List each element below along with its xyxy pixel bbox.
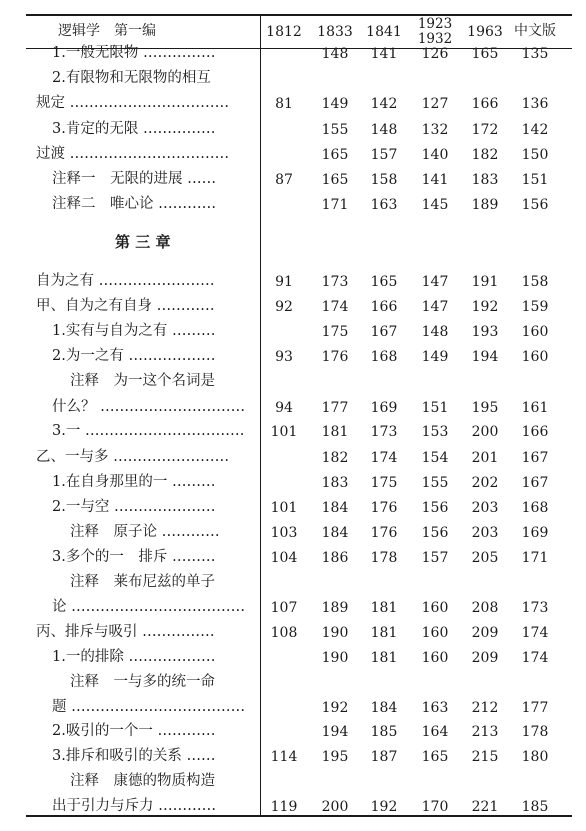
page-number-cell: 189: [471, 197, 499, 213]
page-number-cell: 91: [275, 274, 293, 290]
page-number-cell: 148: [421, 324, 449, 340]
page-number-cell: 159: [521, 299, 549, 315]
page-number-cell: 142: [521, 122, 549, 138]
page-number-cell: 168: [521, 500, 549, 516]
chapter-heading: 第 三 章: [115, 233, 171, 251]
page-number-cell: 145: [421, 197, 449, 213]
page-number-cell: 195: [321, 749, 349, 765]
page-number-cell: 93: [275, 349, 293, 365]
year-1833-header: 1833: [317, 24, 353, 40]
page-number-cell: 94: [275, 400, 293, 416]
page-number-cell: 166: [521, 424, 549, 440]
page-number-cell: 163: [421, 700, 449, 716]
year-1812-header: 1812: [266, 24, 302, 40]
page-number-cell: 178: [521, 724, 549, 740]
page-number-cell: 187: [370, 749, 398, 765]
page-number-cell: 161: [521, 400, 549, 416]
entry-label: 1.一般无限物 ……………: [52, 45, 216, 61]
entry-label: 注释 康德的物质构造: [70, 773, 215, 789]
page-number-cell: 165: [321, 147, 349, 163]
entry-label: 注释 莱布尼兹的单子: [70, 574, 215, 590]
page-number-cell: 160: [521, 349, 549, 365]
page-number-cell: 163: [370, 197, 398, 213]
page-number-cell: 132: [421, 122, 449, 138]
page-number-cell: 141: [370, 46, 398, 62]
entry-label: 3.多个的一 排斥 ………: [52, 549, 216, 565]
page-number-cell: 190: [321, 625, 349, 641]
entry-label: 1.在自身那里的一 ………: [52, 474, 216, 490]
page-number-cell: 174: [370, 450, 398, 466]
page-number-cell: 158: [521, 274, 549, 290]
page-number-cell: 153: [421, 424, 449, 440]
page-number-cell: 167: [370, 324, 398, 340]
bottom-rule: [26, 815, 572, 817]
page-number-cell: 154: [421, 450, 449, 466]
page-number-cell: 167: [521, 450, 549, 466]
entry-label: 3.肯定的无限 ……………: [52, 121, 216, 137]
page-number-cell: 165: [370, 274, 398, 290]
page-number-cell: 169: [370, 400, 398, 416]
page-number-cell: 190: [321, 650, 349, 666]
page-number-cell: 173: [370, 424, 398, 440]
entry-label: 1.一的排除 ………………: [52, 649, 216, 665]
page-number-cell: 201: [471, 450, 499, 466]
page-number-cell: 114: [270, 749, 298, 765]
page-number-cell: 171: [521, 550, 549, 566]
page-number-cell: 167: [521, 475, 549, 491]
page-number-cell: 182: [471, 147, 499, 163]
page-number-cell: 142: [370, 96, 398, 112]
entry-label: 注释一 无限的进展 ……: [52, 171, 217, 187]
page-number-cell: 181: [370, 625, 398, 641]
page-number-cell: 158: [370, 172, 398, 188]
entry-label: 注释二 唯心论 …………: [52, 196, 217, 212]
page-number-cell: 177: [321, 400, 349, 416]
page-number-cell: 193: [471, 324, 499, 340]
page-number-cell: 174: [521, 625, 549, 641]
page-number-cell: 203: [471, 525, 499, 541]
page-number-cell: 147: [421, 274, 449, 290]
page-number-cell: 81: [275, 96, 293, 112]
page-number-cell: 147: [421, 299, 449, 315]
page-number-cell: 92: [275, 299, 293, 315]
page-number-cell: 183: [471, 172, 499, 188]
page-number-cell: 184: [321, 500, 349, 516]
page-number-cell: 107: [270, 600, 298, 616]
entry-label: 论 ………………………………: [52, 599, 246, 615]
top-rule: [26, 14, 572, 16]
page-number-cell: 160: [421, 650, 449, 666]
page-number-cell: 119: [270, 799, 298, 815]
page-number-cell: 181: [370, 650, 398, 666]
page-number-cell: 149: [421, 349, 449, 365]
entry-label: 甲、自为之有自身 …………: [36, 298, 215, 314]
entry-label: 1.实有与自为之有 ………: [52, 323, 216, 339]
page-number-cell: 168: [370, 349, 398, 365]
page-number-cell: 101: [270, 424, 298, 440]
page-number-cell: 186: [321, 550, 349, 566]
page-number-cell: 151: [421, 400, 449, 416]
page-number-cell: 184: [370, 700, 398, 716]
page-number-cell: 157: [370, 147, 398, 163]
page-number-cell: 103: [270, 525, 298, 541]
page-number-cell: 141: [421, 172, 449, 188]
page-number-cell: 140: [421, 147, 449, 163]
page-number-cell: 175: [321, 324, 349, 340]
page-number-cell: 160: [521, 324, 549, 340]
page-number-cell: 194: [471, 349, 499, 365]
page-number-cell: 205: [471, 550, 499, 566]
page-number-cell: 148: [370, 122, 398, 138]
page-number-cell: 176: [370, 500, 398, 516]
page-number-cell: 178: [370, 550, 398, 566]
page-number-cell: 183: [321, 475, 349, 491]
page-number-cell: 150: [521, 147, 549, 163]
entry-label: 2.为一之有 ………………: [52, 348, 216, 364]
page-number-cell: 184: [321, 525, 349, 541]
entry-label: 出于引力与斥力 …………: [52, 798, 217, 814]
page-number-cell: 108: [270, 625, 298, 641]
page-number-cell: 151: [521, 172, 549, 188]
page-number-cell: 149: [321, 96, 349, 112]
entry-label: 2.有限物和无限物的相互: [52, 70, 211, 86]
page-number-cell: 169: [521, 525, 549, 541]
page-number-cell: 172: [471, 122, 499, 138]
page-number-cell: 173: [321, 274, 349, 290]
page-number-cell: 177: [521, 700, 549, 716]
page-number-cell: 126: [421, 46, 449, 62]
page-number-cell: 165: [471, 46, 499, 62]
page-number-cell: 181: [370, 600, 398, 616]
entry-label: 注释 原子论 …………: [70, 524, 220, 540]
page-number-cell: 185: [370, 724, 398, 740]
page-number-cell: 192: [370, 799, 398, 815]
page-number-cell: 156: [421, 525, 449, 541]
page-number-cell: 87: [275, 172, 293, 188]
entry-label: 2.一与空 …………………: [52, 499, 216, 515]
column-divider: [260, 14, 261, 816]
page-number-cell: 181: [321, 424, 349, 440]
entry-label: 规定 ……………………………: [36, 95, 230, 111]
page-number-cell: 104: [270, 550, 298, 566]
entry-label: 注释 为一这个名词是: [70, 373, 215, 389]
page-number-cell: 215: [471, 749, 499, 765]
page-number-cell: 194: [321, 724, 349, 740]
page-number-cell: 185: [521, 799, 549, 815]
year-1923-header: 1923: [417, 16, 453, 32]
page-number-cell: 180: [521, 749, 549, 765]
page-number-cell: 101: [270, 500, 298, 516]
page-number-cell: 174: [321, 299, 349, 315]
page-number-cell: 182: [321, 450, 349, 466]
page-number-cell: 155: [421, 475, 449, 491]
page-number-cell: 221: [471, 799, 499, 815]
page-number-cell: 173: [521, 600, 549, 616]
page-number-cell: 160: [421, 600, 449, 616]
page-number-cell: 195: [471, 400, 499, 416]
page-number-cell: 157: [421, 550, 449, 566]
page-number-cell: 176: [321, 349, 349, 365]
year-1932-header: 1932: [417, 31, 453, 47]
page-number-cell: 155: [321, 122, 349, 138]
page-number-cell: 192: [471, 299, 499, 315]
page-number-cell: 203: [471, 500, 499, 516]
entry-label: 题 ………………………………: [52, 699, 246, 715]
page-number-cell: 176: [370, 525, 398, 541]
page-number-cell: 160: [421, 625, 449, 641]
year-1841-header: 1841: [366, 24, 402, 40]
entry-label: 注释 一与多的统一命: [70, 674, 215, 690]
page-number-cell: 171: [321, 197, 349, 213]
page-number-cell: 174: [521, 650, 549, 666]
entry-label: 3.一 ……………………………: [52, 423, 245, 439]
entry-label: 过渡 ……………………………: [36, 146, 230, 162]
page-number-cell: 148: [321, 46, 349, 62]
page-number-cell: 165: [421, 749, 449, 765]
page-number-cell: 156: [521, 197, 549, 213]
page-number-cell: 200: [471, 424, 499, 440]
page-number-cell: 164: [421, 724, 449, 740]
entry-label: 什么？ …………………………: [52, 399, 246, 415]
page-number-cell: 209: [471, 625, 499, 641]
page-number-cell: 212: [471, 700, 499, 716]
page-number-cell: 166: [370, 299, 398, 315]
page-number-cell: 136: [521, 96, 549, 112]
page-number-cell: 135: [521, 46, 549, 62]
page-number-cell: 213: [471, 724, 499, 740]
page-number-cell: 127: [421, 96, 449, 112]
entry-label: 3.排斥和吸引的关系 ……: [52, 748, 216, 764]
page-number-cell: 175: [370, 475, 398, 491]
page-number-cell: 189: [321, 600, 349, 616]
page-number-cell: 208: [471, 600, 499, 616]
page-number-cell: 202: [471, 475, 499, 491]
year-1963-header: 1963: [467, 24, 503, 40]
entry-label: 自为之有 ……………………: [36, 273, 215, 289]
page-number-cell: 209: [471, 650, 499, 666]
page-number-cell: 191: [471, 274, 499, 290]
entry-label: 2.吸引的一个一 …………: [52, 723, 216, 739]
page-number-cell: 200: [321, 799, 349, 815]
table-title: 逻辑学 第一编: [58, 23, 156, 39]
entry-label: 乙、一与多 ……………………: [36, 449, 230, 465]
page-number-cell: 166: [471, 96, 499, 112]
page-number-cell: 165: [321, 172, 349, 188]
entry-label: 丙、排斥与吸引 ……………: [36, 624, 215, 640]
chinese-edition-header: 中文版: [514, 23, 556, 39]
page-number-cell: 156: [421, 500, 449, 516]
page-number-cell: 192: [321, 700, 349, 716]
page-number-cell: 170: [421, 799, 449, 815]
